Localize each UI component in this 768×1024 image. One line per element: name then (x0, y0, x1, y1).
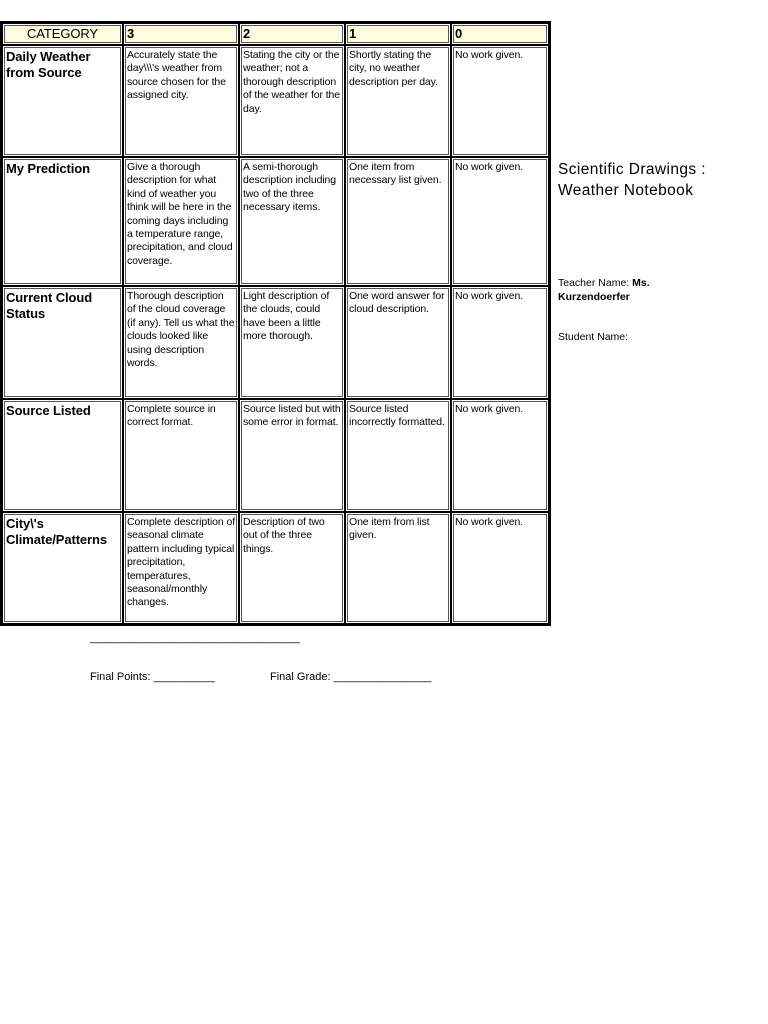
header-level-0: 0 (451, 23, 549, 45)
final-points: Final Points: __________ (90, 671, 215, 683)
document-title: Scientific Drawings : Weather Notebook (558, 161, 706, 199)
cell-level-3: Give a thorough description for what kind of weather you think will be here in the coming days including a temperature range, precipitation, and cloud coverage. (123, 157, 239, 286)
final-grade: Final Grade: ________________ (270, 671, 432, 683)
table-row (2, 512, 549, 624)
cell-level-0: No work given. (451, 45, 549, 157)
teacher-name-line (558, 277, 708, 304)
student-name-label: Student Name: (558, 331, 629, 343)
cell-level-3: Accurately state the day\\\'s weather from source chosen for the assigned city. (123, 45, 239, 157)
header-level-1: 1 (345, 23, 451, 45)
cell-level-2: A semi-thorough description including two of the three necessary items. (239, 157, 345, 286)
table-row (2, 45, 549, 157)
cell-level-1: One item from necessary list given. (345, 157, 451, 286)
row-category: City\'s Climate/Patterns (2, 512, 123, 624)
cell-level-2: Light description of the clouds, could have been a little more thorough. (239, 286, 345, 399)
header-category: CATEGORY (2, 23, 123, 45)
cell-level-2: Description of two out of the three things. (239, 512, 345, 624)
row-category: Source Listed (2, 399, 123, 512)
header-level-3: 3 (123, 23, 239, 45)
cell-level-0: No work given. (451, 157, 549, 286)
cell-level-1: One item from list given. (345, 512, 451, 624)
cell-level-3: Complete source in correct format. (123, 399, 239, 512)
table-row (2, 286, 549, 399)
cell-level-0: No work given. (451, 512, 549, 624)
row-category: My Prediction (2, 157, 123, 286)
cell-level-1: One word answer for cloud description. (345, 286, 451, 399)
cell-level-0: No work given. (451, 286, 549, 399)
rubric-table (0, 21, 551, 626)
cell-level-3: Complete description of seasonal climate pattern including typical precipitation, temperatures, seasonal/monthly changes. (123, 512, 239, 624)
cell-level-1: Source listed incorrectly formatted. (345, 399, 451, 512)
row-category: Current Cloud Status (2, 286, 123, 399)
header-row (2, 23, 549, 45)
header-level-2: 2 (239, 23, 345, 45)
cell-level-1: Shortly stating the city, no weather description per day. (345, 45, 451, 157)
table-row (2, 157, 549, 286)
row-category: Daily Weather from Source (2, 45, 123, 157)
cell-level-0: No work given. (451, 399, 549, 512)
teacher-name-label: Teacher Name: (558, 277, 630, 289)
cell-level-2: Stating the city or the weather; not a thorough description of the weather for the day. (239, 45, 345, 157)
cell-level-2: Source listed but with some error in format. (239, 399, 345, 512)
table-row (2, 399, 549, 512)
teacher-name-value: Ms. Kurzendoerfer (558, 277, 650, 303)
cell-level-3: Thorough description of the cloud coverage (if any). Tell us what the clouds looked like using description words. (123, 286, 239, 399)
signature-line: ____________________________________ (90, 632, 300, 644)
